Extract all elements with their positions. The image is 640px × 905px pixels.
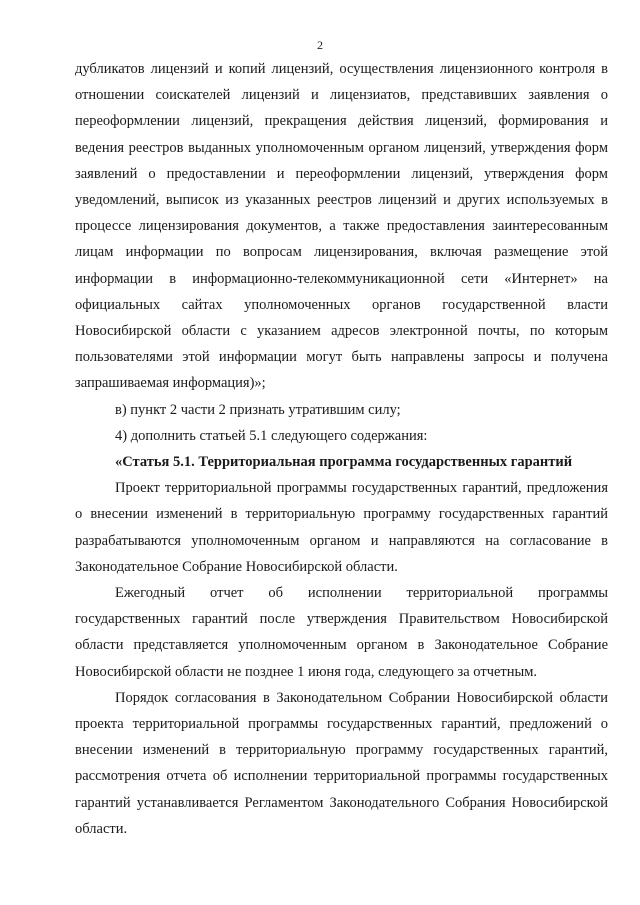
paragraph-draft-program: Проект территориальной программы государственных гарантий, предложения о внесении изменений в территориальную программу государственных гарантий разрабатываются уполномоченным органом и направляются на согласование в Законодательное Собрание Новосибирской области. [75,480,608,575]
paragraph-item-4: 4) дополнить статьей 5.1 следующего содержания: [115,427,428,444]
page-number: 2 [317,38,323,52]
paragraph-item-v: в) пункт 2 части 2 признать утратившим силу; [115,401,401,418]
document-body [75,56,608,842]
article-heading: «Статья 5.1. Территориальная программа государственных гарантий [115,454,573,471]
paragraph-continuation: дубликатов лицензий и копий лицензий, осуществления лицензионного контроля в отношении соискателей лицензий и лицензиатов, представивших заявления о переоформлении лицензий, прекращения действия лицензий, формирования и ведения реестров выданных уполномоченным органом лицензий, утверждения форм заявлений о предоставлении и переоформлении лицензий, утверждения форм уведомлений, выписок из указанных реестров лицензий и других используемых в процессе лицензирования документов, а также предоставления заинтересованным лицам информации по вопросам лицензирования, включая размещение этой информации в информационно-телекоммуникационной сети «Интернет» на официальных сайтах уполномоченных органов государственной власти Новосибирской области с указанием адресов электронной почты, по которым пользователями этой информации могут быть направлены запросы и получена запрашиваемая информация)»; [75,61,608,392]
paragraph-annual-report: Ежегодный отчет об исполнении территориальной программы государственных гарантий после утверждения Правительством Новосибирской области представляется уполномоченным органом в Законодательное Собрание Новосибирской области не позднее 1 июня года, следующего за отчетным. [75,585,608,680]
paragraph-approval-procedure: Порядок согласования в Законодательном Собрании Новосибирской области проекта территориальной программы государственных гарантий, предложений о внесении изменений в территориальную программу государственных гарантий, рассмотрения отчета об исполнении территориальной программы государственных гарантий устанавливается Регламентом Законодательного Собрания Новосибирской области. [75,689,608,837]
